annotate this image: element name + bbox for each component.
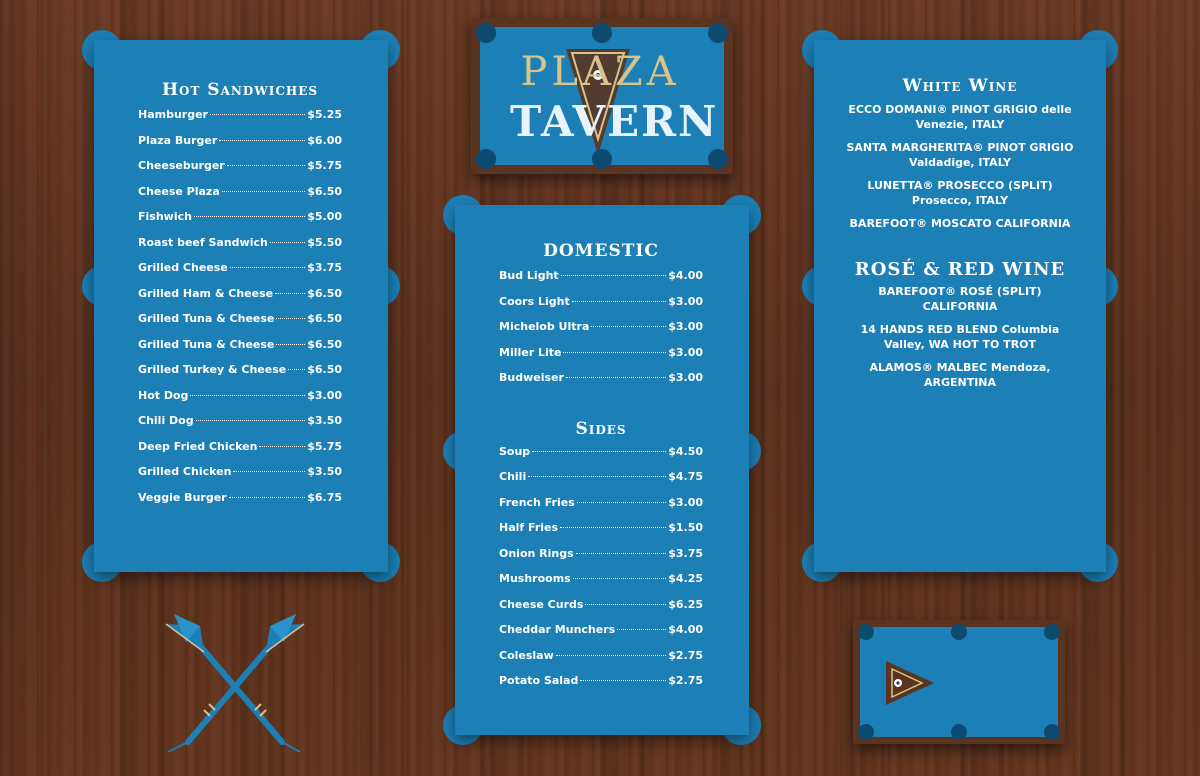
menu-item-price: $6.50 [307,184,342,198]
menu-item-name: Roast beef Sandwich [138,235,268,249]
dot-leader [617,629,666,630]
dot-leader [227,165,305,166]
menu-item-price: $6.75 [307,490,342,504]
menu-item-name: Michelob Ultra [499,320,590,333]
menu-item-price: $6.50 [307,363,342,376]
wine-item: ECCO DOMANI® PINOT GRIGIO delle Venezie, ITALY [848,103,1072,131]
menu-item-price: $4.50 [668,444,703,458]
mini-pocket [858,724,874,740]
menu-item [499,496,703,522]
menu-item [138,210,342,236]
dot-leader [528,476,666,477]
dot-leader [580,680,666,681]
menu-item-name: Miller Lite [499,345,562,359]
menu-item-name: French Fries [499,495,575,509]
dot-leader [210,114,305,115]
menu-item [138,287,342,313]
dot-leader [270,242,305,243]
logo-board [471,18,733,174]
menu-item-price: $3.00 [668,345,703,359]
menu-item [138,134,342,160]
menu-item [138,108,342,134]
menu-item-price: $4.00 [668,269,703,282]
menu-item [499,649,703,675]
wine-item: 14 HANDS RED BLEND Columbia Valley, WA HOT TO TROT [860,323,1060,351]
dot-leader [229,497,306,498]
logo-line1: PLAZA [520,49,680,95]
logo-pocket [708,23,728,43]
menu-item-price: $2.75 [668,674,703,687]
menu-item-price: $5.75 [307,159,342,172]
dot-leader [259,446,305,447]
hot-sandwiches-card [94,40,388,572]
menu-item-name: Soup [499,444,531,458]
menu-item [138,389,342,415]
logo-pocket [476,23,496,43]
menu-item-name: Budweiser [499,371,564,384]
drinks-sides-panel [443,195,761,745]
menu-item [138,338,342,364]
menu-item-price: $3.00 [668,294,703,308]
menu-item-name: Coleslaw [499,648,554,662]
menu-item [499,547,703,573]
menu-item-name: Cheeseburger [138,159,225,172]
mini-felt [860,627,1058,737]
dot-leader [194,216,305,217]
menu-item-price: $5.00 [307,210,342,223]
menu-item [138,159,342,185]
dot-leader [585,604,666,605]
dot-leader [572,301,666,302]
logo-pocket [708,149,728,169]
crossed-darts-icon [160,612,310,752]
dot-leader [222,191,305,192]
menu-item-name: Grilled Tuna & Cheese [138,312,275,325]
dot-leader [532,451,666,452]
menu-item-name: Chili [499,470,527,483]
menu-item-price: $3.00 [668,320,703,333]
dot-leader [563,352,666,353]
menu-item [499,371,703,397]
dot-leader [561,275,667,276]
logo-pocket [476,149,496,169]
rose-red-wine-title: ROSÉ & RED WINE [854,259,1066,280]
dot-leader [233,471,305,472]
menu-item-price: $5.50 [307,235,342,249]
menu-item-price: $3.50 [307,465,342,478]
menu-item-name: Onion Rings [499,546,574,560]
menu-item-price: $5.75 [307,439,342,453]
menu-item-price: $4.25 [668,572,703,585]
dot-leader [576,553,667,554]
menu-item [138,236,342,262]
menu-item-name: Cheese Curds [499,597,584,611]
domestic-list [499,269,703,397]
wine-item: BAREFOOT® ROSÉ (SPLIT) CALIFORNIA [878,285,1042,313]
drinks-sides-card [455,205,749,735]
hot-sandwiches-list [138,108,342,516]
menu-item-name: Deep Fried Chicken [138,439,258,453]
logo-pocket [592,23,612,43]
mini-pocket [951,724,967,740]
menu-item-price: $3.00 [668,495,703,509]
menu-item [499,521,703,547]
hot-sandwiches-title: Hot Sandwiches [161,80,319,100]
logo-pocket [592,149,612,169]
menu-item [499,674,703,700]
logo-line2: TAVERN [510,97,719,146]
wine-item: ALAMOS® MALBEC Mendoza, ARGENTINA [869,361,1051,389]
wine-item: LUNETTA® PROSECCO (SPLIT) Prosecco, ITALY [867,179,1053,207]
menu-item-name: Chili Dog [138,414,194,427]
pool-table-icon [853,620,1065,744]
white-wine-title: White Wine [902,76,1018,96]
dot-leader [573,578,666,579]
menu-item-price: $3.00 [307,388,342,402]
menu-item-name: Grilled Ham & Cheese [138,286,274,300]
menu-item-name: Grilled Cheese [138,261,228,274]
menu-item-name: Plaza Burger [138,133,218,147]
menu-item-price: $6.50 [307,286,342,300]
dot-leader [556,655,666,656]
menu-item-price: $3.75 [668,546,703,560]
menu-item [138,185,342,211]
menu-item-name: Bud Light [499,269,559,282]
menu-item-name: Fishwich [138,210,192,223]
white-wine-list [846,102,1074,231]
wine-panel [802,30,1118,582]
domestic-title: DOMESTIC [543,241,659,261]
menu-item-price: $6.00 [307,133,342,147]
dot-leader [276,318,305,319]
menu-item-name: Hot Dog [138,388,189,402]
menu-item [499,269,703,295]
wine-item: BAREFOOT® MOSCATO CALIFORNIA [849,217,1071,230]
menu-item [499,572,703,598]
rose-red-wine-list [846,284,1074,390]
wine-card [814,40,1106,572]
hot-sandwiches-panel [82,30,400,582]
wine-item: SANTA MARGHERITA® PINOT GRIGIO Valdadige, ITALY [846,141,1074,169]
dot-leader [591,326,666,327]
dot-leader [190,395,305,396]
mini-pocket [1044,724,1060,740]
dot-leader [230,267,305,268]
dot-leader [276,344,305,345]
menu-item-price: $6.50 [307,312,342,325]
menu-item-price: $1.50 [668,521,703,534]
menu-item-price: $2.75 [668,648,703,662]
menu-item [138,261,342,287]
menu-item-price: $3.50 [307,414,342,427]
menu-item-name: Cheese Plaza [138,184,220,198]
menu-item-price: $5.25 [307,108,342,121]
menu-item [499,346,703,372]
sides-title: Sides [575,418,627,439]
menu-item [499,598,703,624]
menu-item-name: Coors Light [499,294,570,308]
menu-item-price: $4.00 [668,623,703,636]
sides-list [499,445,703,700]
menu-item-name: Potato Salad [499,674,579,687]
menu-item [499,295,703,321]
menu-item [138,491,342,517]
dot-leader [577,502,666,503]
menu-item-price: $3.75 [307,261,342,274]
menu-item [499,470,703,496]
menu-item [138,312,342,338]
menu-item-name: Mushrooms [499,572,571,585]
dot-leader [566,377,666,378]
menu-item-price: $6.25 [668,597,703,611]
menu-item-name: Grilled Turkey & Cheese [138,363,287,376]
menu-item-name: Grilled Tuna & Cheese [138,337,275,351]
menu-item-name: Half Fries [499,521,559,534]
menu-item-price: $6.50 [307,337,342,351]
menu-item-name: Grilled Chicken [138,465,232,478]
dot-leader [219,140,305,141]
mini-pocket [951,624,967,640]
dot-leader [560,527,666,528]
menu-item-name: Hamburger [138,108,208,121]
menu-item-price: $3.00 [668,371,703,384]
menu-item [499,445,703,471]
menu-item-price: $4.75 [668,470,703,483]
menu-item-name: Veggie Burger [138,490,227,504]
dot-leader [196,420,306,421]
menu-item [138,440,342,466]
mini-pocket [1044,624,1060,640]
menu-item-name: Cheddar Munchers [499,623,616,636]
dot-leader [275,293,305,294]
pennant-icon [882,657,942,709]
menu-item [499,623,703,649]
logo-felt [480,27,724,165]
menu-item [138,465,342,491]
menu-item [138,363,342,389]
menu-item [499,320,703,346]
dot-leader [288,369,305,370]
menu-item [138,414,342,440]
mini-pocket [858,624,874,640]
